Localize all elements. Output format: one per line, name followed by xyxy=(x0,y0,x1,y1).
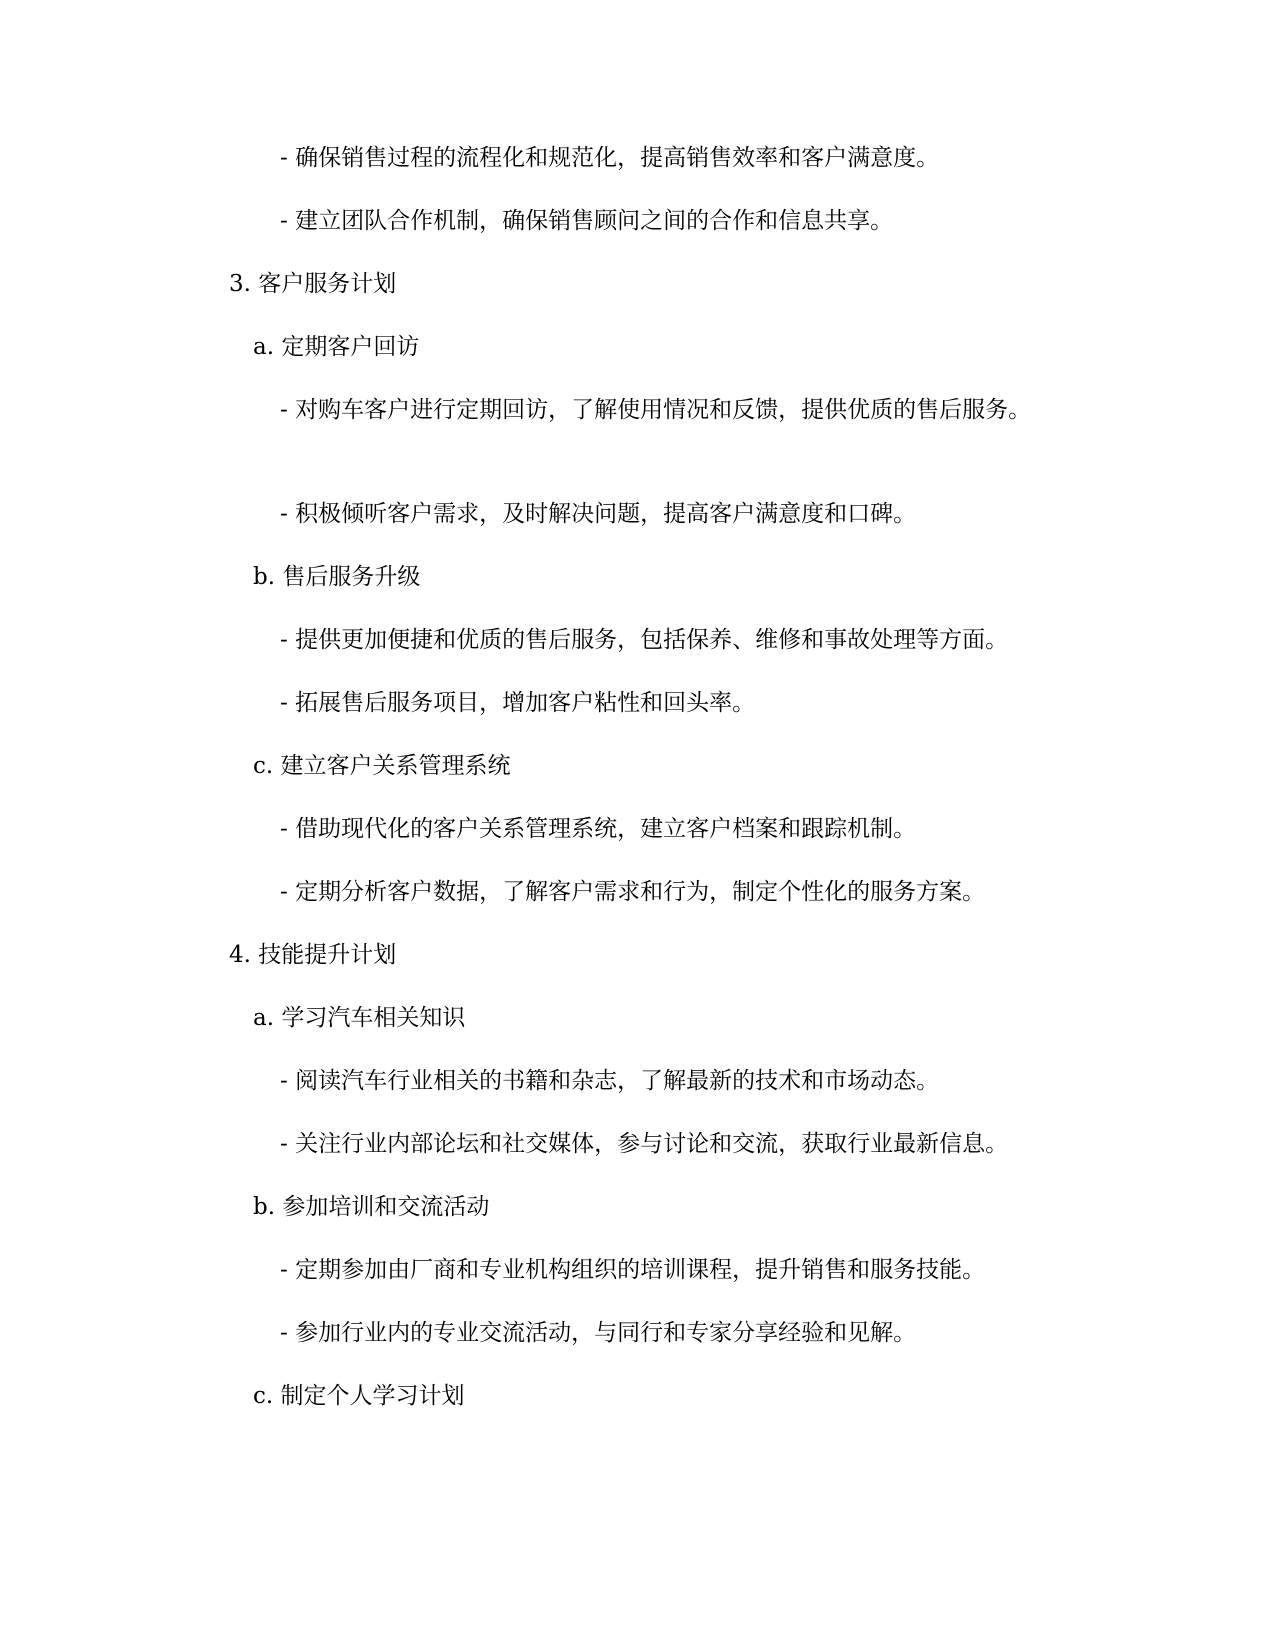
bullet-team-cooperation: - 建立团队合作机制，确保销售顾问之间的合作和信息共享。 xyxy=(280,208,894,234)
subheading-training: b. 参加培训和交流活动 xyxy=(253,1194,490,1220)
bullet-expand-services: - 拓展售后服务项目，增加客户粘性和回头率。 xyxy=(280,690,756,716)
bullet-after-sales-service: - 提供更加便捷和优质的售后服务，包括保养、维修和事故处理等方面。 xyxy=(280,627,1009,653)
bullet-read-books: - 阅读汽车行业相关的书籍和杂志，了解最新的技术和市场动态。 xyxy=(280,1068,940,1094)
bullet-follow-forums: - 关注行业内部论坛和社交媒体，参与讨论和交流，获取行业最新信息。 xyxy=(280,1131,1009,1157)
bullet-exchange-activities: - 参加行业内的专业交流活动，与同行和专家分享经验和见解。 xyxy=(280,1320,917,1346)
bullet-training-courses: - 定期参加由厂商和专业机构组织的培训课程，提升销售和服务技能。 xyxy=(280,1257,986,1283)
section-heading-skills: 4. 技能提升计划 xyxy=(229,942,397,968)
bullet-crm-tracking: - 借助现代化的客户关系管理系统，建立客户档案和跟踪机制。 xyxy=(280,816,917,842)
bullet-sales-process: - 确保销售过程的流程化和规范化，提高销售效率和客户满意度。 xyxy=(280,145,940,171)
bullet-analyze-data: - 定期分析客户数据，了解客户需求和行为，制定个性化的服务方案。 xyxy=(280,879,986,905)
bullet-regular-visits: - 对购车客户进行定期回访，了解使用情况和反馈，提供优质的售后服务。 xyxy=(280,397,1032,423)
subheading-crm-system: c. 建立客户关系管理系统 xyxy=(253,753,511,779)
subheading-after-sales-upgrade: b. 售后服务升级 xyxy=(253,564,421,590)
section-heading-customer-service: 3. 客户服务计划 xyxy=(229,271,397,297)
bullet-listen-customers: - 积极倾听客户需求，及时解决问题，提高客户满意度和口碑。 xyxy=(280,501,917,527)
subheading-learning-plan: c. 制定个人学习计划 xyxy=(253,1383,465,1409)
subheading-auto-knowledge: a. 学习汽车相关知识 xyxy=(253,1005,466,1031)
subheading-customer-visits: a. 定期客户回访 xyxy=(253,334,420,360)
